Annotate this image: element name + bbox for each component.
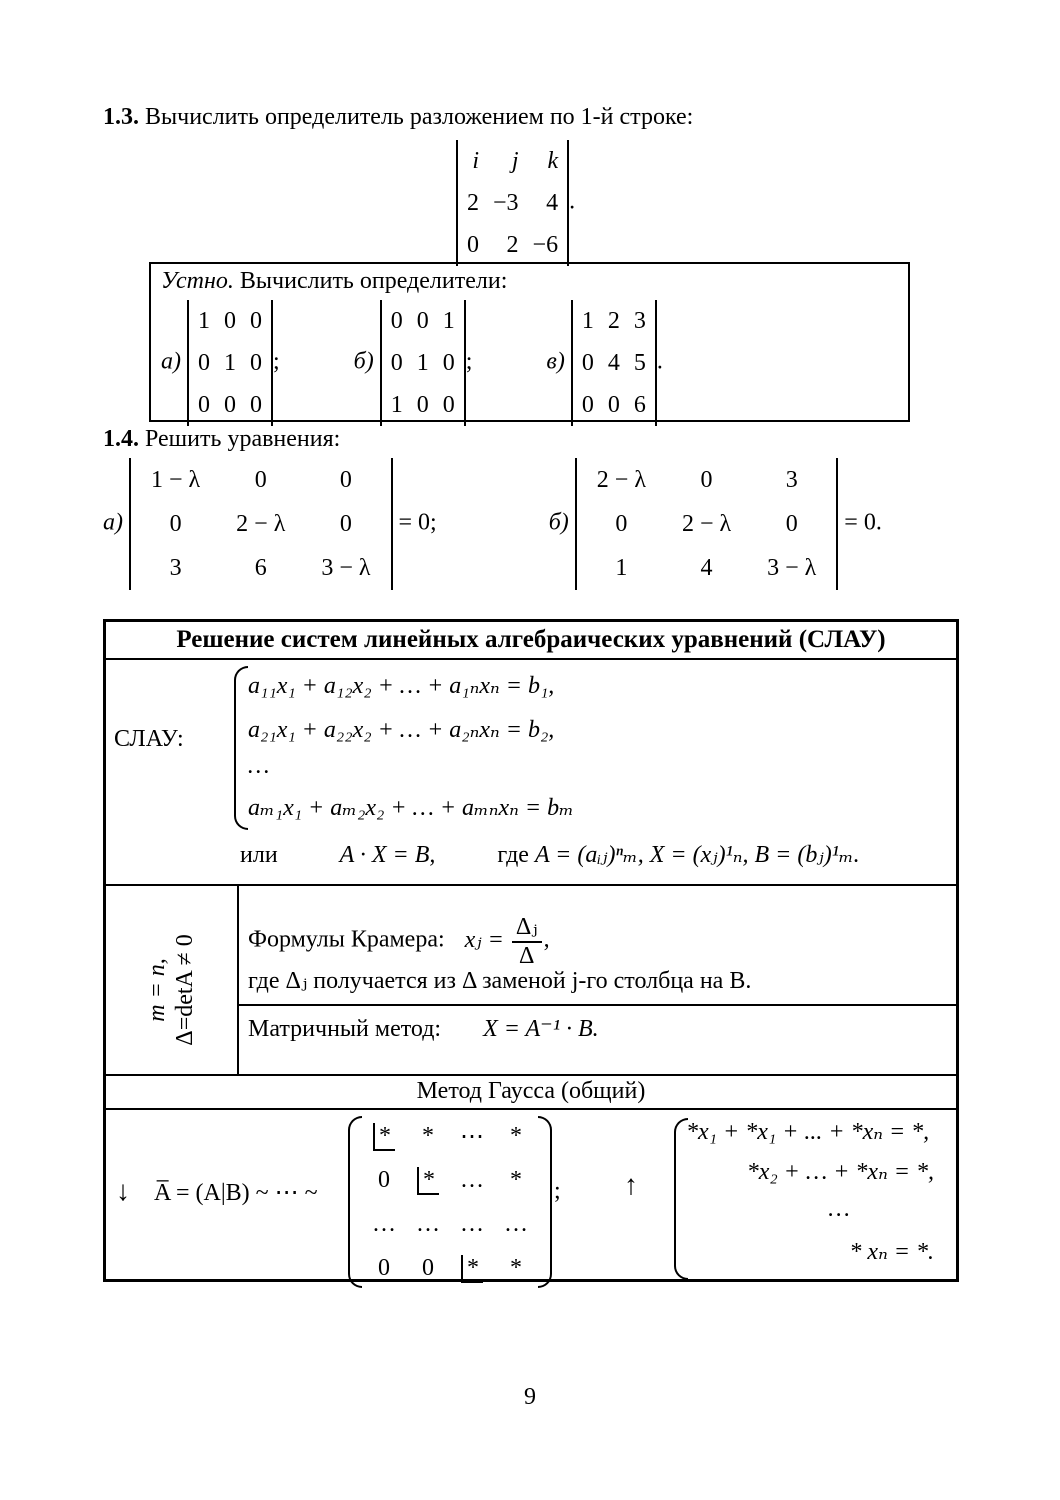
punct: ; [465,348,473,375]
matrix-cell: 1 [224,349,236,376]
matrix-cell: 0 [785,510,798,537]
up-arrow-icon: ↑ [624,1170,638,1201]
oral-title-italic: Устно. [161,268,234,294]
matrix-row [575,300,653,342]
gauss-cell: … [460,1210,484,1237]
gauss-matrix [348,1114,552,1290]
matrix-cell: 0 [581,349,594,376]
gauss-cell: 0 [378,1254,390,1281]
determinant-1-3 [456,140,575,266]
matrix-cell: 0 [339,510,352,537]
matrix-cell: 1 − λ [151,466,201,493]
problem-1-3-heading [103,104,693,131]
cramer-formula [248,912,550,970]
label-a: а) [103,509,123,536]
matrix-cell: 1 [416,349,429,376]
matrix-cell: 6 [254,554,267,581]
gauss-row [362,1202,538,1246]
system-equations [248,664,574,830]
gauss-cell [362,1114,406,1158]
problem-number: 1.3. [103,104,139,130]
slau-title: Решение систем линейных алгебраических уравнений (СЛАУ) [176,626,886,653]
matrix-cell: 2 [607,307,620,334]
matrix-cell: 0 [169,510,182,537]
gauss-cell: … [416,1210,440,1237]
matrix-cell: 3 [633,307,646,334]
gauss-row [362,1246,538,1290]
matrix-row [384,342,462,384]
oral-title [161,268,507,295]
gauss-cell: 0 [422,1254,434,1281]
punct: , [543,926,550,953]
rhs-b: = 0. [844,509,882,536]
matrix-cell: 0 [615,510,628,537]
matrix-cell: 0 [224,391,236,418]
matrix-cell: 0 [254,466,267,493]
matrix-row [191,342,269,384]
matrix-cell: 2 [467,189,479,216]
matrix-cell: 1 [442,307,455,334]
cramer-label: Формулы Крамера: [248,926,445,953]
pivot-mark: * [373,1123,395,1151]
oral-exercise-box [149,262,910,422]
gauss-cell: * [510,1166,522,1193]
punct: ; [554,1178,561,1204]
gauss-cell: … [460,1166,484,1193]
label-b: б) [353,348,374,375]
problem-text: Решить уравнения: [145,426,341,452]
condition-det: Δ=detA ≠ 0 [172,934,198,1046]
matrix-row [579,546,835,590]
equations-1-4 [103,458,882,590]
down-arrow-icon: ↓ [116,1176,130,1207]
matrix-cell: 3 − λ [321,554,371,581]
system-brace [234,666,248,830]
label-c: в) [546,348,565,375]
back-eq-ellipsis: … [828,1196,850,1222]
gauss-lhs: A̅ = (A|B) ~ ⋯ ~ [154,1180,318,1206]
oral-determinants [161,300,663,426]
label-a: а) [161,348,181,375]
or-word: или [240,842,278,868]
matrix-cell: 2 [506,231,519,258]
matrix-cell: 1 [615,554,628,581]
matrix-cell: i [472,147,479,174]
slau-table [103,619,959,1282]
gauss-cell: 0 [378,1166,390,1193]
rhs-a: = 0; [398,509,437,536]
matrix-definitions: A = (aᵢⱼ)ⁿₘ, X = (xⱼ)¹ₙ, B = (bⱼ)¹ₘ. [534,842,860,868]
matrix-row [460,140,565,182]
matrix-cell: 1 [198,307,210,334]
back-eq-2: *x₂ + … + *xₙ = *, [746,1159,934,1185]
matrix-cell: −6 [532,231,559,258]
matrix-cell: k [547,147,559,174]
label-b: б) [548,509,569,536]
matrix-cell: 0 [416,391,429,418]
back-eq-n: * xₙ = *. [849,1239,934,1265]
matrix-row [384,384,462,426]
page-number: 9 [524,1384,536,1410]
matrix-form [240,840,860,869]
equation-2: a₂₁x₁ + a₂₂x₂ + … + a₂ₙxₙ = b₂, [248,717,555,743]
matrix-row [579,502,835,546]
matrix-cell: 0 [198,349,210,376]
matrix-cell: 0 [198,391,210,418]
condition-m-n: m = n, [144,958,170,1022]
gauss-cell [406,1158,450,1202]
condition-rotated [143,895,199,1085]
matrix-row [460,224,565,266]
back-eq-1: *x₁ + *x₁ + ... + *xₙ = *, [686,1119,930,1145]
matrix-cell: 0 [339,466,352,493]
gauss-row [362,1158,538,1202]
problem-number: 1.4. [103,426,139,452]
where-word: где [497,842,529,868]
matrix-cell: 2 − λ [236,510,286,537]
matrix-cell: 0 [467,231,479,258]
gauss-cell: * [510,1254,522,1281]
matrix-equation: A · X = B, [339,842,436,868]
oral-matrix-b [380,300,466,426]
matrix-cell: 1 [581,307,594,334]
punct: . [656,348,663,375]
equation-m: aₘ₁x₁ + aₘ₂x₂ + … + aₘₙxₙ = bₘ [248,795,574,821]
gauss-row [362,1114,538,1158]
matrix-cell: 0 [442,349,455,376]
gauss-cell: … [372,1210,396,1237]
gauss-cell [450,1246,494,1290]
matrix-cell: j [511,147,519,174]
pivot-mark: * [461,1255,483,1283]
slau-label: СЛАУ: [114,726,184,752]
matrix-row [579,458,835,502]
problem-1-4-heading [103,426,340,453]
matrix-cell: 0 [250,307,262,334]
gauss-cell: * [422,1122,434,1149]
matrix-row [133,502,389,546]
matrix-cell: 0 [390,307,403,334]
cramer-fraction [512,912,542,970]
fraction-numerator: Δⱼ [512,912,542,943]
matrix-cell: 6 [633,391,646,418]
oral-title-text: Вычислить определители: [239,268,508,294]
fraction-denominator: Δ [519,943,535,969]
problem-text: Вычислить определитель разложением по 1-й строке: [145,104,694,130]
matrix-row [133,546,389,590]
punct: . [569,188,576,215]
matrix-cell: 0 [250,349,262,376]
matrix-1-3 [456,140,569,266]
matrix-cell: −3 [493,189,519,216]
pivot-mark: * [417,1167,439,1195]
back-substitution [686,1112,952,1272]
equation-matrix-a [129,458,393,590]
matrix-cell: 0 [700,466,713,493]
matrix-row [460,182,565,224]
punct: ; [273,348,280,375]
matrix-cell: 0 [250,391,262,418]
matrix-method-label: Матричный метод: [248,1016,442,1042]
matrix-cell: 3 [785,466,798,493]
matrix-method-formula: X = A⁻¹ · B. [483,1016,599,1042]
matrix-method [248,1014,599,1043]
equation-ellipsis: … [248,753,270,779]
matrix-cell: 2 − λ [596,466,646,493]
gauss-matrix-wrap [348,1114,552,1290]
matrix-cell: 3 − λ [767,554,817,581]
cramer-note: где Δⱼ получается из Δ заменой j-го столбца на B. [248,968,752,994]
matrix-cell: 0 [581,391,594,418]
matrix-cell: 4 [700,554,713,581]
matrix-cell: 2 − λ [681,510,732,537]
gauss-cell: … [504,1210,528,1237]
matrix-row [191,300,269,342]
matrix-row [575,342,653,384]
matrix-cell: 1 [390,391,403,418]
matrix-cell: 0 [607,391,620,418]
gauss-cell: ⋯ [460,1123,484,1150]
matrix-cell: 4 [607,349,620,376]
equation-1: a₁₁x₁ + a₁₂x₂ + … + a₁ₙxₙ = b₁, [248,673,555,699]
matrix-row [575,384,653,426]
oral-matrix-a [187,300,273,426]
matrix-cell: 0 [442,391,455,418]
matrix-cell: 3 [169,554,182,581]
matrix-cell: 0 [224,307,236,334]
oral-matrix-c [571,300,657,426]
gauss-cell: * [510,1122,522,1149]
matrix-row [133,458,389,502]
matrix-row [191,384,269,426]
matrix-cell: 0 [416,307,429,334]
matrix-row [384,300,462,342]
equation-matrix-b [575,458,839,590]
gauss-title: Метод Гаусса (общий) [416,1078,646,1104]
matrix-cell: 0 [390,349,403,376]
matrix-cell: 4 [546,189,559,216]
matrix-cell: 5 [633,349,646,376]
cramer-lhs: xⱼ = [464,926,504,953]
